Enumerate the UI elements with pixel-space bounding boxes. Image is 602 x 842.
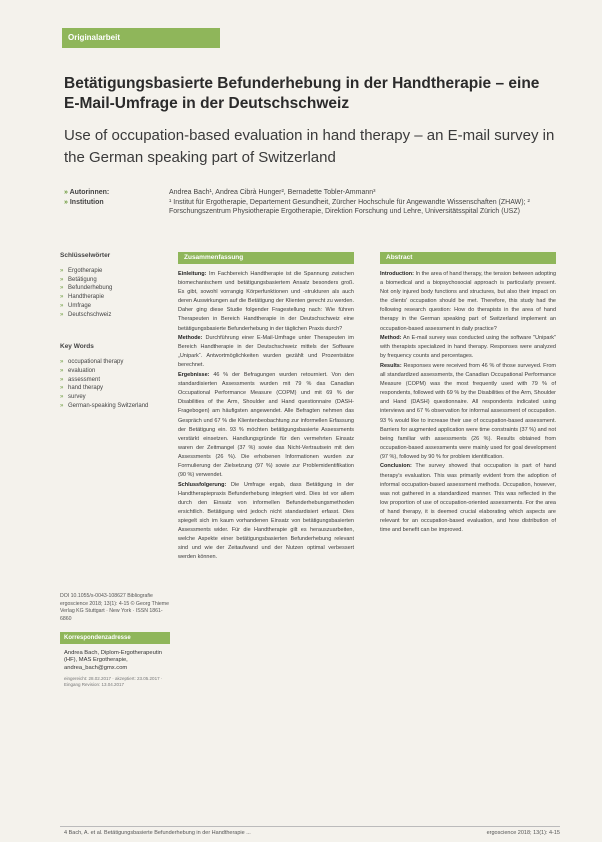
keyword-en: » survey [60,393,165,402]
footer-divider [60,826,560,827]
authors-value: Andrea Bach¹, Andrea Cibrà Hunger², Bernadette Tobler-Ammann³ [169,189,376,196]
english-abstract-heading: Abstract [380,252,556,264]
keyword-de: » Umfrage [60,302,165,311]
paragraph-text: An E-mail survey was conducted using the software "Unipark" with therapists specialized in hand therapy. Responses were analyzed by frequency counts and percentages. [380,335,556,360]
keywords-en-heading: Key Words [60,343,94,351]
keyword-en: » occupational therapy [60,358,165,367]
keywords-de-heading: Schlüsselwörter [60,252,111,259]
keyword-en: » assessment [60,376,165,385]
english-paragraph [380,334,556,361]
author-block [64,188,564,217]
english-paragraph [380,462,556,535]
authors-row [64,188,564,198]
correspondence-heading: Korrespondenzadresse [60,632,170,644]
keywords-en-list [60,358,165,410]
german-paragraph [178,371,354,480]
paragraph-text: Durchführung einer E-Mail-Umfrage unter Therapeuten im Bereich Handtherapie in der Deutschschweiz mittels der Software „Unipark“. Antwortmöglichkeiten wurden gezählt und Prozentsätze berechnet. [178,335,354,369]
keyword-de: » Handtherapie [60,293,165,302]
paragraph-label: Ergebnisse: [178,372,210,379]
keyword-de: » Ergotherapie [60,267,165,276]
running-footer: 4 Bach, A. et al. Betätigungsbasierte Befunderhebung in der Handtherapie ... [64,830,251,836]
german-summary-heading: Zusammenfassung [178,252,354,264]
keywords-de-list [60,267,165,319]
paragraph-label: Conclusion: [380,463,412,470]
paragraph-text: The survey showed that occupation is part of hand therapy's evaluation. This was primarily evident from the adoption of informal occupation-based assessment methods. Occupation, however, was not gathered in a standardized manner. This was reflected in the low proportion of use of occupation-oriented assessments. For the area of hand therapy, it is deemed crucial elaborating which aspects are relevant for an occupation-based evaluation, and how distribution of time and benefit can be improved. [380,463,556,534]
paragraph-label: Methode: [178,335,203,342]
german-paragraph [178,334,354,370]
paragraph-label: Results: [380,362,402,369]
paragraph-label: Schlussfolgerung: [178,481,227,488]
article-title-german: Betätigungsbasierte Befunderhebung in der Handtherapie – eine E-Mail-Umfrage in der Deutschschweiz [64,75,540,112]
keyword-de: » Betätigung [60,276,165,285]
english-paragraph [380,362,556,462]
sidebar [60,252,165,434]
paragraph-text: 46 % der Befragungen wurden retourniert. Von den standardisierten Assessments wurden mit 79 % das Canadian Occupational Performance Measure (COPM) und mit 69 % der Disabilities of the Arm, Shoulder and Hand questionnaire (DASH-Fragebogen) am häufigsten angewendet. Alle Befragten nehmen das Gespräch und 67 % die Klientenbeobachtung zur informellen Erfassung der Betätigung ein. 93 % möchten betätigungsbasierte Assessments verstärkt einsetzen. Handlungsgründe für den vermehrten Einsatz waren der Zeitmangel (37 %) sowie das Nicht-Vertrautsein mit den Assessments (26 %). Die erhobenen Informationen wurden zur Formulierung der Zielsetzung (97 %) sowie zur Problemidentifikation (90 %) verwendet. [178,372,355,479]
german-paragraph [178,270,354,334]
paragraph-label: Einleitung: [178,271,207,277]
english-paragraph [380,270,556,334]
authors-label: » Autorinnen: [64,188,169,198]
english-abstract-column [380,252,556,536]
paragraph-label: Introduction: [380,271,414,277]
german-paragraph [178,481,354,563]
keyword-en: » evaluation [60,367,165,376]
article-title-english: Use of occupation-based evaluation in hand therapy – an E-mail survey in the German speaking part of Switzerland [64,127,555,166]
journal-citation: ergoscience 2018; 13(1): 4-15 [486,830,560,836]
institution-label: » Institution [64,198,169,217]
paragraph-text: Im Fachbereich Handtherapie ist die Spannung zwischen biomechanischem und betätigungsbasiertem Ansatz besonders groß. Es gibt, sowohl vorrangig Körperfunktionen und -strukturen als auch deren Auswirkungen auf die Betätigung der Klienten gerecht zu werden. Daher ging diese Studie folgender Fragestellung nach: Wie führen Therapeuten in Bereich Handtherapie in der Deutschschweiz eine betätigungsbasierte Befunderhebung in der täglichen Praxis durch? [178,271,355,332]
paragraph-text: Die Umfrage ergab, dass Betätigung in der Handtherapiepraxis Befunderhebung integriert wird. Dies ist vor allem durch den Einsatz von informellen Befunderhebungsmethoden ersichtlich. Betätigung wird jedoch nicht standardisiert erfasst. Dies spiegelt sich im kaum vorhandenen Einsatz von betätigungsbasierten Assessments wider. Für die Handtherapie gilt es herauszuarbeiten, welche Aspekte einer betätigungsbasierten Befunderhebung relevant sind und wie der Zeitaufwand und der Nutzen optimal verbessert werden können. [178,481,354,561]
institution-row [64,198,564,217]
paragraph-text: In the area of hand therapy, the tension between adopting a biomedical and a biopsychosocial approach is particularly present. Not only injured body functions and structures, but also their impact on the clients' occupation should be met. Therefore, this study had the following research question: How do therapists in the area of hand therapy in the German speaking part of Switzerland implement an occupation-based assessment in daily practice? [380,271,557,332]
doi-bibliography: DOI 10.1055/s-0043-108627 Bibliografie ergoscience 2018; 13(1): 4-15 © Georg Thieme Verlag KG Stuttgart · New York · ISSN 1861-6860 [60,593,169,622]
keyword-de: » Deutschschweiz [60,311,165,320]
submission-dates: eingereicht: 28.02.2017 · akzeptiert: 23.05.2017 · Eingang Revision: 13.04.2017 [64,676,163,688]
german-summary-column [178,252,354,563]
correspondence-address: Andrea Bach, Diplom-Ergotherapeutin (HF), MAS Ergotherapie, andrea_bach@gmx.com [64,650,162,671]
keyword-de: » Befunderhebung [60,284,165,293]
keyword-en: » hand therapy [60,384,165,393]
keyword-en: » German-speaking Switzerland [60,402,165,411]
article-type-banner: Originalarbeit [62,28,220,48]
institution-value: ¹ Institut für Ergotherapie, Departement Gesundheit, Zürcher Hochschule für Angewandte Wissenschaften (ZHAW); ² Forschungszentrum Physiotherapie Ergotherapie, Direktion Forschung und Lehre, Universitätsspital Zürich (USZ) [169,198,530,216]
paragraph-text: Responses were received from 46 % of those surveyed. From all standardized assessments, the Canadian Occupational Performance Measure (COPM) was the most frequently used with 79 % of respondents, followed with 69 % by the Disabilities of the Arm, Shoulder and Hand (DASH) questionnaire. All respondents indicated using interviews and 67 % observation for informal assessment of occupation. 93 % would like to increase their use of occupation-based assessment. Barriers for augmented application were time constraints (37 %) and not being familiar with assessments (26 %). Results obtained from occupation-based assessments were mainly used for goal development (97 %), followed by 90 % for problem identification. [380,362,556,460]
paragraph-label: Method: [380,335,402,342]
